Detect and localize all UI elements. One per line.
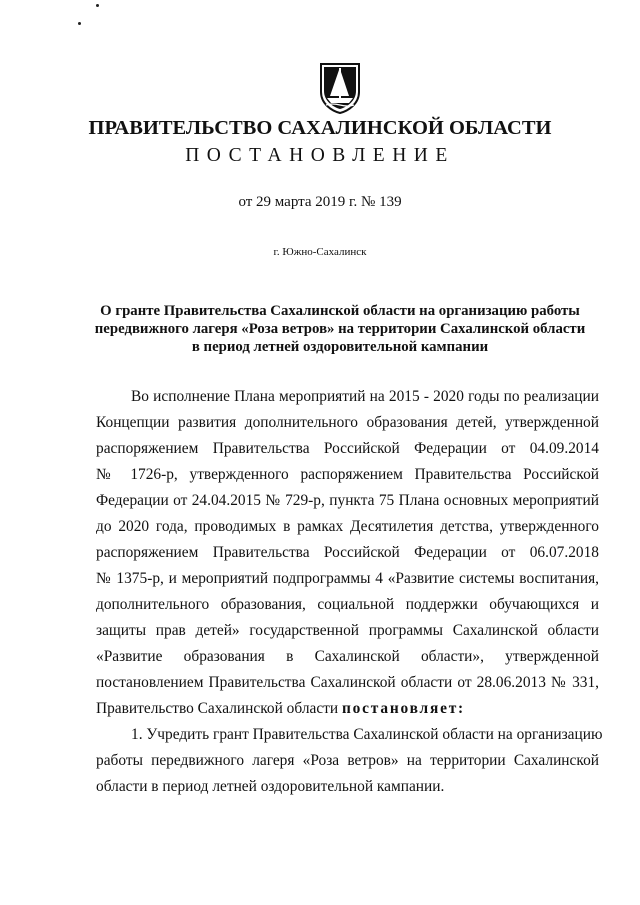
body-line: области в период летней оздоровительной кампании. [96,778,445,795]
body-line: Во исполнение Плана мероприятий на 2015 - 2020 годы по реализации [131,388,599,405]
body-line: до 2020 года, проводимых в рамках Десятилетия детства, утвержденного [96,518,599,535]
document-title [80,302,600,356]
document-body [96,384,603,800]
resolve-line-text: Правительство Сахалинской области [96,700,342,717]
coat-of-arms-emblem [318,62,362,114]
sakhalin-emblem-icon [318,62,362,114]
title-line: передвижного лагеря «Роза ветров» на территории Сахалинской области [94,321,586,337]
resolve-line [96,696,599,722]
body-line: дополнительного образования, социальной поддержки обучающихся и [96,596,599,613]
body-line: распоряжением Правительства Российской Федерации от 06.07.2018 [96,544,599,561]
body-line: 1. Учредить грант Правительства Сахалинской области на организацию [131,726,603,743]
city-name: г. Южно-Сахалинск [273,246,367,258]
scan-speck [96,4,99,7]
document-type: ПОСТАНОВЛЕНИЕ [185,145,455,166]
body-line: постановлением Правительства Сахалинской области от 28.06.2013 № 331, [96,674,599,691]
title-line: О гранте Правительства Сахалинской области на организацию работы [100,303,580,319]
resolve-emphasis: постановляет: [341,700,465,717]
date-and-number: от 29 марта 2019 г. № 139 [238,194,402,210]
body-line: работы передвижного лагеря «Роза ветров» на территории Сахалинской [96,752,599,769]
body-line: защиты прав детей» государственной программы Сахалинской области [96,622,599,639]
body-line: «Развитие образования в Сахалинской области», утвержденной [96,648,599,665]
body-line: № 1375-р, и мероприятий подпрограммы 4 «Развитие системы воспитания, [96,570,599,587]
body-line: Концепции развития дополнительного образования детей, утвержденной [96,414,599,431]
body-line: № 1726-р, утвержденного распоряжением Правительства Российской [96,466,599,483]
organization-name: ПРАВИТЕЛЬСТВО САХАЛИНСКОЙ ОБЛАСТИ [88,117,552,139]
body-line: распоряжением Правительства Российской Федерации от 04.09.2014 [96,440,599,457]
scan-speck [78,22,81,25]
title-line: в период летней оздоровительной кампании [191,339,489,355]
body-line: Федерации от 24.04.2015 № 729-р, пункта 75 Плана основных мероприятий [96,492,599,509]
